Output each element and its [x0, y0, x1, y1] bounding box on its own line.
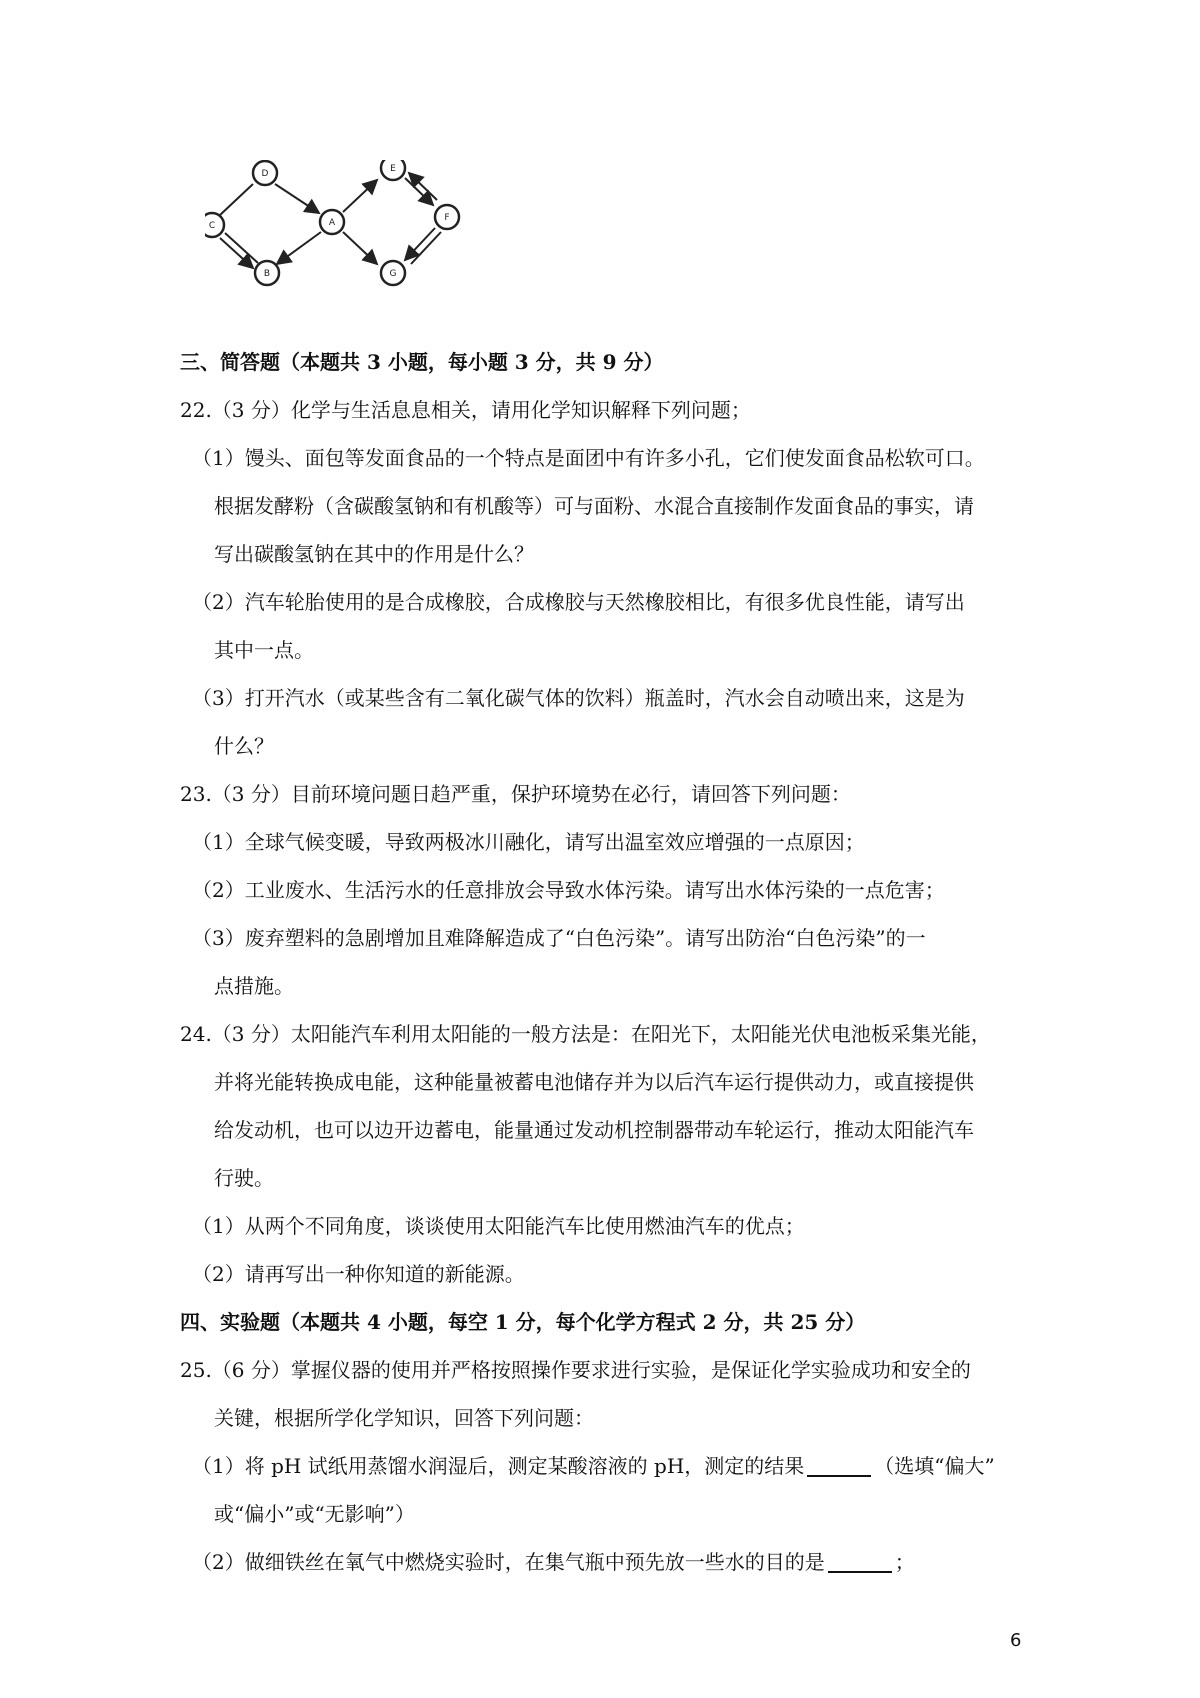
node-c	[205, 213, 224, 237]
edge-a-g	[343, 232, 377, 264]
svg-text:G: G	[389, 269, 397, 279]
question-25-part-1-text-after: （选填“偏大”	[874, 1454, 995, 1478]
question-23-part-3-line-1: （3）废弃塑料的急剧增加且难降解造成了“白色污染”。请写出防治“白色污染”的一	[192, 926, 926, 950]
node-b	[255, 261, 279, 285]
relationship-diagram	[205, 160, 505, 330]
question-24-part-1: （1）从两个不同角度，谈谈使用太阳能汽车比使用燃油汽车的优点；	[192, 1214, 805, 1238]
svg-text:A: A	[328, 218, 336, 228]
question-22-part-1-line-3: 写出碳酸氢钠在其中的作用是什么？	[214, 542, 534, 566]
question-25-part-1-line-1	[180, 1442, 1030, 1490]
svg-text:B: B	[263, 269, 271, 279]
node-e	[381, 160, 405, 180]
question-22-part-2-line-2: 其中一点。	[214, 638, 314, 662]
question-23-part-2: （2）工业废水、生活污水的任意排放会导致水体污染。请写出水体污染的一点危害；	[192, 878, 945, 902]
question-22-part-2-line-1: （2）汽车轮胎使用的是合成橡胶，合成橡胶与天然橡胶相比，有很多优良性能，请写出	[192, 590, 965, 614]
node-g	[381, 261, 405, 285]
question-24-stem-line-2: 并将光能转换成电能，这种能量被蓄电池储存并为以后汽车运行提供动力，或直接提供	[214, 1070, 974, 1094]
question-22-part-3-line-1: （3）打开汽水（或某些含有二氧化碳气体的饮料）瓶盖时，汽水会自动喷出来，这是为	[192, 686, 965, 710]
question-25-part-1-line-2: 或“偏小”或“无影响”）	[214, 1502, 415, 1526]
question-22-part-3-line-2: 什么？	[214, 734, 274, 758]
question-25-part-2-text-after: ；	[894, 1550, 915, 1574]
svg-text:D: D	[261, 169, 269, 179]
section-4-heading: 四、实验题（本题共 4 小题，每空 1 分，每个化学方程式 2 分，共 25 分）	[180, 1310, 866, 1334]
question-25-part-2-text-before: （2）做细铁丝在氧气中燃烧实验时，在集气瓶中预先放一些水的目的是	[192, 1550, 825, 1574]
question-22-part-1-line-2: 根据发酵粉（含碳酸氢钠和有机酸等）可与面粉、水混合直接制作发面食品的事实，请	[214, 494, 974, 518]
question-22-part-1-line-1: （1）馒头、面包等发面食品的一个特点是面团中有许多小孔，它们使发面食品松软可口。	[192, 446, 985, 470]
page-number: 6	[1010, 1630, 1022, 1651]
question-25-stem-line-2: 关键，根据所学化学知识，回答下列问题：	[214, 1406, 594, 1430]
node-a	[320, 210, 344, 234]
question-24-part-2: （2）请再写出一种你知道的新能源。	[192, 1262, 525, 1286]
answer-blank-2[interactable]	[828, 1549, 892, 1573]
question-25-part-1-text-before: （1）将 pH 试纸用蒸馏水润湿后，测定某酸溶液的 pH，测定的结果	[192, 1454, 805, 1478]
question-25-part-2	[180, 1538, 1030, 1586]
edge-d-c	[220, 184, 253, 215]
svg-text:E: E	[390, 164, 396, 174]
svg-text:F: F	[444, 213, 450, 223]
question-24-stem-line-3: 给发动机，也可以边开边蓄电，能量通过发动机控制器带动车轮运行，推动太阳能汽车	[214, 1118, 974, 1142]
edge-a-e	[343, 180, 377, 212]
question-23-part-1: （1）全球气候变暖，导致两极冰川融化，请写出温室效应增强的一点原因；	[192, 830, 865, 854]
node-f	[435, 205, 459, 229]
answer-blank-1[interactable]	[807, 1453, 871, 1477]
edge-d-a	[275, 184, 319, 213]
document-body	[180, 338, 1030, 1586]
question-24-stem-line-4: 行驶。	[214, 1166, 274, 1190]
question-22-stem: 22.（3 分）化学与生活息息相关，请用化学知识解释下列问题；	[180, 398, 751, 422]
question-23-stem: 23.（3 分）目前环境问题日趋严重，保护环境势在必行，请回答下列问题：	[180, 782, 851, 806]
question-23-part-3-line-2: 点措施。	[214, 974, 294, 998]
question-25-stem-line-1: 25.（6 分）掌握仪器的使用并严格按照操作要求进行实验，是保证化学实验成功和安全的	[180, 1358, 971, 1382]
section-3-heading: 三、简答题（本题共 3 小题，每小题 3 分，共 9 分）	[180, 350, 664, 374]
edge-a-b	[277, 232, 321, 264]
question-24-stem-line-1: 24.（3 分）太阳能汽车利用太阳能的一般方法是：在阳光下，太阳能光伏电池板采集光能，	[180, 1022, 991, 1046]
svg-text:C: C	[208, 221, 216, 231]
node-d	[253, 161, 277, 185]
